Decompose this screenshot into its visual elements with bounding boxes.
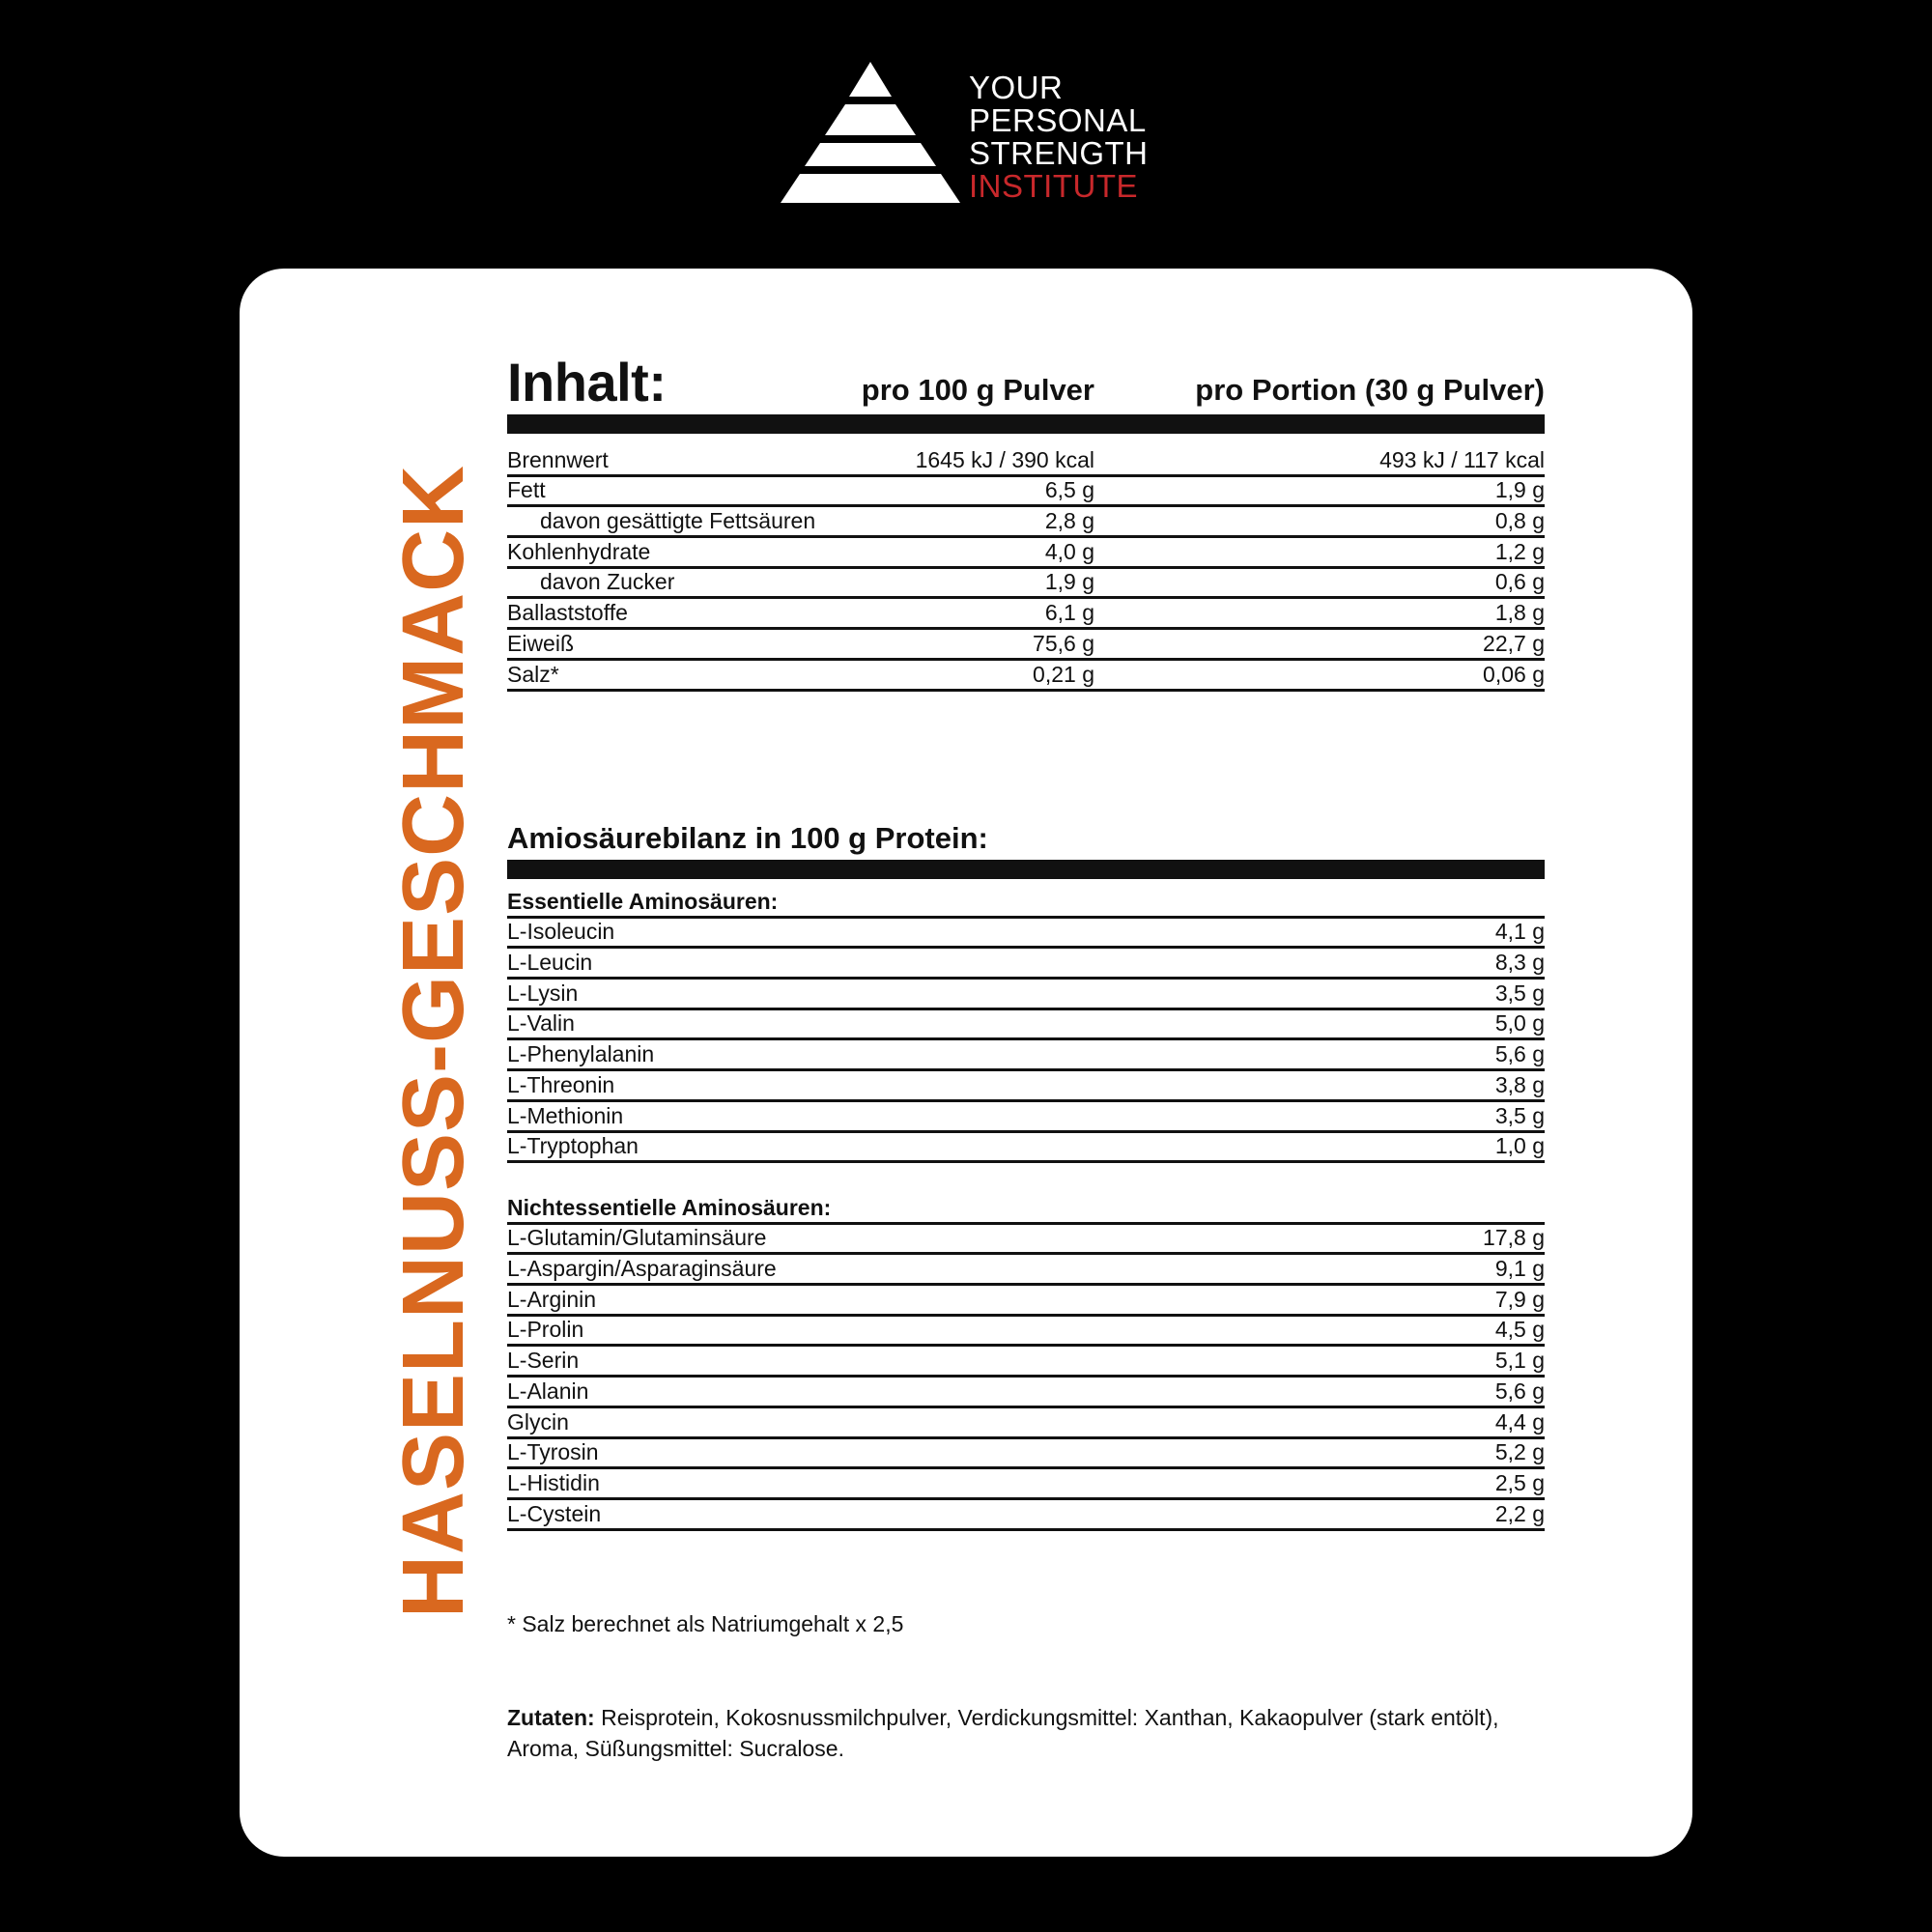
row-label: L-Valin (507, 1010, 575, 1037)
row-value-100g: 1645 kJ / 390 kcal (915, 446, 1094, 472)
table-row (507, 1102, 1545, 1133)
row-label: L-Tryptophan (507, 1133, 639, 1159)
row-label: L-Tyrosin (507, 1439, 599, 1465)
row-value: 5,2 g (1494, 1439, 1545, 1465)
row-label: L-Prolin (507, 1317, 584, 1343)
table-row (507, 1500, 1545, 1531)
row-value-portion: 0,6 g (1494, 569, 1545, 595)
row-value-portion: 0,06 g (1483, 661, 1545, 687)
column-header-per-100g: pro 100 g Pulver (861, 373, 1094, 407)
amino-divider (507, 860, 1545, 879)
header-divider (507, 414, 1545, 434)
group-title-text: Essentielle Aminosäuren: (507, 888, 779, 914)
row-label: L-Arginin (507, 1286, 597, 1312)
row-label: Ballaststoffe (507, 600, 628, 626)
table-row (507, 1378, 1545, 1408)
logo-line: YOUR (969, 70, 1064, 105)
table-row (507, 1469, 1545, 1500)
row-value: 4,5 g (1494, 1317, 1545, 1343)
group-title (507, 1194, 1545, 1225)
nutrition-title: Inhalt: (507, 352, 667, 412)
row-value-portion: 1,9 g (1494, 477, 1545, 503)
table-row (507, 507, 1545, 538)
row-value: 5,6 g (1494, 1378, 1545, 1404)
logo-line-accent: INSTITUTE (969, 168, 1138, 204)
table-row (507, 477, 1545, 508)
ingredients-label: Zutaten: (507, 1705, 595, 1730)
row-label: Kohlenhydrate (507, 538, 651, 564)
row-value: 2,5 g (1494, 1469, 1545, 1495)
row-value: 17,8 g (1483, 1225, 1545, 1251)
row-label: Brennwert (507, 446, 609, 472)
table-row (507, 1225, 1545, 1256)
salt-footnote: * Salz berechnet als Natriumgehalt x 2,5 (507, 1611, 904, 1636)
table-row (507, 1255, 1545, 1286)
row-label: L-Methionin (507, 1102, 624, 1128)
row-value: 2,2 g (1494, 1500, 1545, 1526)
column-header-per-portion: pro Portion (30 g Pulver) (1195, 373, 1545, 407)
row-value: 4,1 g (1494, 919, 1545, 945)
row-label: Eiweiß (507, 630, 575, 656)
table-row (507, 569, 1545, 600)
row-label: Salz* (507, 661, 559, 687)
row-value-portion: 1,8 g (1494, 600, 1545, 626)
ingredients-text: Reisprotein, Kokosnussmilchpulver, Verdickungsmittel: Xanthan, Kakaopulver (stark entölt), Aroma, Süßungsmittel: Sucralose. (507, 1705, 1499, 1761)
pyramid-icon (781, 62, 960, 203)
table-row (507, 980, 1545, 1010)
table-row (507, 1408, 1545, 1439)
nonessential-amino-table (507, 1194, 1545, 1531)
table-row (507, 538, 1545, 569)
nutrition-table (507, 446, 1545, 692)
row-value: 5,6 g (1494, 1041, 1545, 1067)
row-value-100g: 6,5 g (1044, 477, 1094, 503)
table-row (507, 1133, 1545, 1164)
ingredients (507, 1702, 1550, 1764)
table-row (507, 1010, 1545, 1041)
row-value-100g: 0,21 g (1033, 661, 1094, 687)
row-label: davon Zucker (540, 569, 675, 595)
row-label: L-Alanin (507, 1378, 589, 1404)
table-row (507, 919, 1545, 950)
row-label: L-Cystein (507, 1500, 602, 1526)
row-value: 5,0 g (1494, 1010, 1545, 1037)
row-value-100g: 6,1 g (1044, 600, 1094, 626)
row-label: Fett (507, 477, 546, 503)
amino-title: Amiosäurebilanz in 100 g Protein: (507, 821, 988, 855)
essential-amino-table (507, 888, 1545, 1163)
row-value: 3,5 g (1494, 1102, 1545, 1128)
table-row (507, 1347, 1545, 1378)
table-row (507, 1439, 1545, 1470)
table-row (507, 1317, 1545, 1348)
row-label: L-Lysin (507, 980, 579, 1006)
row-value-portion: 22,7 g (1483, 630, 1545, 656)
row-label: L-Isoleucin (507, 919, 615, 945)
table-row (507, 1286, 1545, 1317)
logo-line: STRENGTH (969, 135, 1149, 171)
table-row (507, 949, 1545, 980)
row-value: 7,9 g (1494, 1286, 1545, 1312)
row-value-100g: 4,0 g (1044, 538, 1094, 564)
row-value-100g: 75,6 g (1033, 630, 1094, 656)
row-label: davon gesättigte Fettsäuren (540, 508, 816, 534)
table-row (507, 446, 1545, 477)
row-value: 3,8 g (1494, 1071, 1545, 1097)
row-label: Glycin (507, 1408, 569, 1435)
nutrition-header (507, 354, 1545, 412)
logo-wordmark (969, 71, 1149, 203)
row-value-portion: 0,8 g (1494, 508, 1545, 534)
row-value: 5,1 g (1494, 1348, 1545, 1374)
row-label: L-Serin (507, 1348, 580, 1374)
table-row (507, 1040, 1545, 1071)
row-label: L-Threonin (507, 1071, 615, 1097)
row-label: L-Glutamin/Glutaminsäure (507, 1225, 767, 1251)
row-label: L-Aspargin/Asparaginsäure (507, 1256, 777, 1282)
row-value-100g: 1,9 g (1044, 569, 1094, 595)
row-label: L-Phenylalanin (507, 1041, 655, 1067)
group-title-text: Nichtessentielle Aminosäuren: (507, 1194, 832, 1220)
logo-line: PERSONAL (969, 102, 1147, 138)
row-value: 9,1 g (1494, 1256, 1545, 1282)
table-row (507, 661, 1545, 692)
row-value: 4,4 g (1494, 1408, 1545, 1435)
brand-logo (781, 62, 1148, 207)
table-row (507, 599, 1545, 630)
row-value-100g: 2,8 g (1044, 508, 1094, 534)
flavor-label: HASELNUSS-GESCHMACK (385, 464, 482, 1618)
group-title (507, 888, 1545, 919)
table-row (507, 1071, 1545, 1102)
row-value: 3,5 g (1494, 980, 1545, 1006)
row-value-portion: 1,2 g (1494, 538, 1545, 564)
row-value-portion: 493 kJ / 117 kcal (1379, 446, 1545, 472)
row-value: 8,3 g (1494, 950, 1545, 976)
row-label: L-Leucin (507, 950, 593, 976)
row-label: L-Histidin (507, 1469, 600, 1495)
row-value: 1,0 g (1494, 1133, 1545, 1159)
table-row (507, 630, 1545, 661)
